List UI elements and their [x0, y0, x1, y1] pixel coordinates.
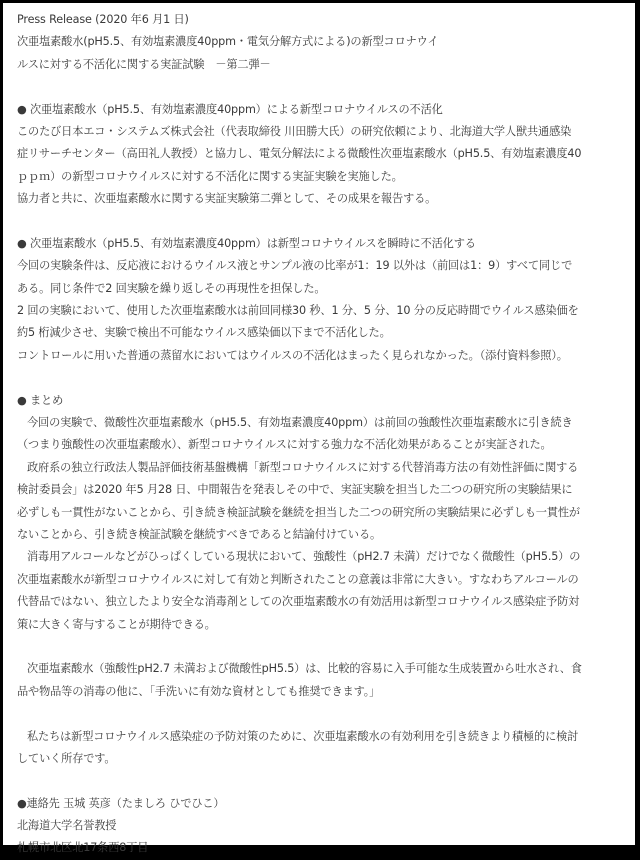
paragraph-line: 代替品ではない、独立したより安全な消毒剤としての次亜塩素酸水の有効活用は新型コロナウイルス感染症予防対 [17, 595, 580, 609]
section-contact [17, 793, 625, 860]
section-heading: ● 次亜塩素酸水（pH5.5、有効塩素濃度40ppm）は新型コロナウイルスを瞬時に不活化する [17, 236, 476, 250]
spacer [17, 367, 625, 389]
spacer [17, 636, 625, 658]
section-instant-inactivation [17, 233, 625, 367]
paragraph-line: 策に大きく寄与することが期待できる。 [17, 617, 216, 631]
paragraph-line: 約5 桁減少させ、実験で検出不可能なウイルス感染価以下まで不活化した。 [17, 326, 391, 340]
paragraph-line: ないことから、引き続き検証試験を継続すべきであると結論付けている。 [17, 527, 382, 541]
section-summary [17, 390, 625, 771]
contact-title: 北海道大学名誉教授 [17, 819, 117, 833]
paragraph-line: （つまり強酸性の次亜塩素酸水）、新型コロナウイルスに対する強力な不活化効果があることが実証された。 [17, 438, 552, 452]
paragraph-line: 2 回の実験において、使用した次亜塩素酸水は前回同様30 秒、1 分、5 分、10 分の反応時間でウイルス感染価を [17, 304, 579, 318]
paragraph-line: 私たちは新型コロナウイルス感染症の予防対策のために、次亜塩素酸水の有効利用を引き続きより積極的に検討 [27, 729, 579, 743]
spacer [17, 211, 625, 233]
paragraph-line: 症リサーチセンター（高田礼人教授）と協力し、電気分解法による微酸性次亜塩素酸水（pH5.5、有効塩素濃度40 [17, 147, 582, 161]
contact-heading: ●連絡先 玉城 英彦（たましろ ひでひこ） [17, 796, 225, 810]
spacer [17, 703, 625, 725]
paragraph-line: ある。同じ条件で2 回実験を繰り返しその再現性を担保した。 [17, 281, 326, 295]
paragraph-line: 協力者と共に、次亜塩素酸水に関する実証実験第二弾として、その成果を報告する。 [17, 192, 437, 206]
paragraph-line: 今回の実験条件は、反応液におけるウイルス液とサンプル液の比率が1：19 以外は（前回は1：9）すべて同じで [17, 259, 573, 273]
paragraph-line: 政府系の独立行政法人製品評価技術基盤機構「新型コロナウイルスに対する代替消毒方法の有効性評価に関する [27, 460, 579, 474]
paragraph-line: ｐｐｍ）の新型コロナウイルスに対する不活化に関する実証実験を実施した。 [17, 169, 403, 183]
paragraph-line: 品や物品等の消毒の他に、「手洗いに有効な資材としても推奨できます。」 [17, 684, 381, 698]
document-title-line-2: ルスに対する不活化に関する実証試験 －第二弾－ [17, 57, 271, 71]
paragraph-line: 次亜塩素酸水が新型コロナウイルスに対して有効と判断されたことの意義は非常に大きい。すなわちアルコールの [17, 572, 579, 586]
spacer [17, 76, 625, 98]
press-release-document [3, 3, 635, 855]
paragraph-line: コントロールに用いた普通の蒸留水においてはウイルスの不活化はまったく見られなかった。（添付資料参照）。 [17, 348, 568, 362]
document-title-line-1: 次亜塩素酸水(pH5.5、有効塩素濃度40ppm・電気分解方式による)の新型コロナウイ [17, 35, 439, 49]
contact-address: 札幌市北区北17条西8丁目 [17, 841, 149, 855]
paragraph-line: していく所存です。 [17, 751, 116, 765]
spacer [17, 770, 625, 792]
section-heading: ● まとめ [17, 393, 64, 407]
section-heading: ● 次亜塩素酸水（pH5.5、有効塩素濃度40ppm）による新型コロナウイルスの不活化 [17, 102, 443, 116]
paragraph-line: 必ずしも一貫性がないことから、引き続き検証試験を継続を担当した二つの研究所の実験結果に必ずしも一貫性が [17, 505, 580, 519]
paragraph-line: 次亜塩素酸水（強酸性pH2.7 未満および微酸性pH5.5）は、比較的容易に入手可能な生成装置から吐水され、食 [27, 662, 582, 676]
paragraph-line: 消毒用アルコールなどがひっぱくしている現状において、強酸性（pH2.7 未満）だけでなく微酸性（pH5.5）の [27, 550, 581, 564]
section-inactivation [17, 99, 625, 211]
paragraph-line: 検討委員会」は2020 年5 月28 日、中間報告を発表しその中で、実証実験を担当した二つの研究所の実験結果に [17, 483, 573, 497]
paragraph-line: このたび日本エコ・システムズ株式会社（代表取締役 川田勝大氏）の研究依頼により、北海道大学人獣共通感染 [17, 124, 572, 138]
press-release-date: Press Release (2020 年6 月1 日) [17, 13, 189, 26]
paragraph-line: 今回の実験で、微酸性次亜塩素酸水（pH5.5、有効塩素濃度40ppm）は前回の強酸性次亜塩素酸水に引き続き [27, 416, 573, 430]
